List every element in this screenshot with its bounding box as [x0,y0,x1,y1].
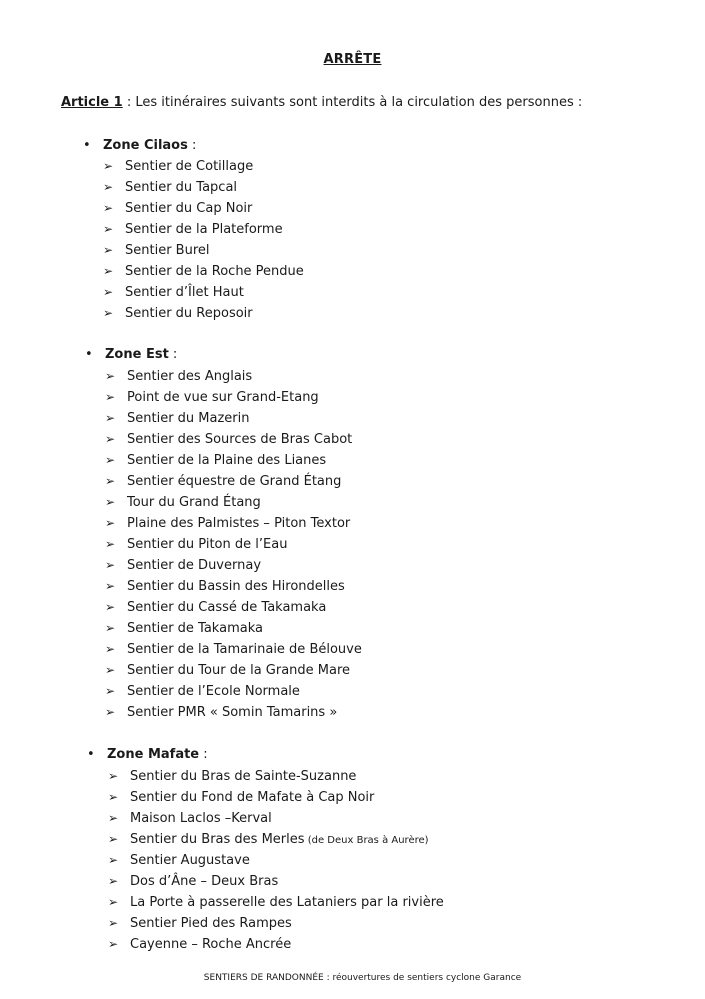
zone-est-list [105,368,362,725]
trail-item [105,641,362,662]
trail-item [108,873,444,894]
trail-name: Sentier du Tapcal [125,180,238,195]
trail-item [108,789,444,810]
trail-name: Sentier PMR « Somin Tamarins » [127,705,338,720]
trail-name: Sentier de la Plateforme [125,222,283,237]
trail-name: Sentier Pied des Rampes [130,916,292,931]
trail-item [103,200,304,221]
trail-item [108,894,444,915]
arrow-bullet-icon: ➢ [105,663,116,677]
arrow-bullet-icon: ➢ [105,579,116,593]
arrow-bullet-icon: ➢ [105,453,116,467]
trail-item [105,683,362,704]
trail-item [103,305,304,326]
arrow-bullet-icon: ➢ [108,937,119,951]
trail-item [105,536,362,557]
arrow-bullet-icon: ➢ [103,159,114,173]
trail-item [105,620,362,641]
trail-name: Sentier du Mazerin [127,411,250,426]
trail-item [103,242,304,263]
document-title: ARRÊTE [323,52,382,67]
trail-name: Sentier des Anglais [127,369,253,384]
arrow-bullet-icon: ➢ [108,895,119,909]
trail-name: Sentier de la Roche Pendue [125,264,304,279]
arrow-bullet-icon: ➢ [105,621,116,635]
trail-item [105,662,362,683]
bullet-icon: • [87,747,95,762]
trail-name: Sentier du Fond de Mafate à Cap Noir [130,790,375,805]
arrow-bullet-icon: ➢ [105,600,116,614]
zone-mafate-list [108,768,444,957]
arrow-bullet-icon: ➢ [108,790,119,804]
trail-item [103,284,304,305]
trail-name: Sentier du Bras des Merles [130,832,305,847]
trail-item [103,158,304,179]
trail-item [108,831,444,852]
page-footer: SENTIERS DE RANDONNÉE : réouvertures de sentiers cyclone Garance [203,973,522,983]
trail-name: Cayenne – Roche Ancrée [130,937,292,952]
arrow-bullet-icon: ➢ [108,853,119,867]
arrow-bullet-icon: ➢ [105,516,116,530]
arrow-bullet-icon: ➢ [105,495,116,509]
trail-item [105,599,362,620]
arrow-bullet-icon: ➢ [103,243,114,257]
trail-name: Maison Laclos –Kerval [130,811,272,826]
arrow-bullet-icon: ➢ [103,306,114,320]
bullet-icon: • [83,138,91,153]
zone-name: Zone Mafate : [107,747,208,762]
trail-item [105,704,362,725]
arrow-bullet-icon: ➢ [103,201,114,215]
trail-name: Sentier du Cap Noir [125,201,253,216]
trail-name: Sentier du Reposoir [125,306,253,321]
arrow-bullet-icon: ➢ [105,390,116,404]
arrow-bullet-icon: ➢ [108,874,119,888]
arrow-bullet-icon: ➢ [105,432,116,446]
trail-name: Sentier équestre de Grand Étang [127,474,342,489]
zone-name: Zone Est : [105,347,178,362]
trail-item [105,494,362,515]
trail-item [108,915,444,936]
trail-name: Sentier du Bras de Sainte-Suzanne [130,769,357,784]
article-label: Article 1 [61,95,123,110]
trail-name: Sentier Augustave [130,853,250,868]
trail-item [108,810,444,831]
trail-name: Sentier de Takamaka [127,621,263,636]
arrow-bullet-icon: ➢ [103,180,114,194]
trail-name: Plaine des Palmistes – Piton Textor [127,516,351,531]
trail-name: La Porte à passerelle des Lataniers par la rivière [130,895,444,910]
trail-name: Sentier du Tour de la Grande Mare [127,663,351,678]
trail-item [105,368,362,389]
article-text: : Les itinéraires suivants sont interdits à la circulation des personnes : [122,95,583,110]
trail-item [103,179,304,200]
bullet-icon: • [85,347,93,362]
trail-item [105,410,362,431]
arrow-bullet-icon: ➢ [105,369,116,383]
arrow-bullet-icon: ➢ [103,285,114,299]
arrow-bullet-icon: ➢ [108,769,119,783]
trail-note: (de Deux Bras à Aurère) [304,835,429,846]
trail-item [108,768,444,789]
trail-name: Tour du Grand Étang [127,495,261,510]
arrow-bullet-icon: ➢ [103,222,114,236]
trail-name: Sentier d’Îlet Haut [125,285,244,300]
arrow-bullet-icon: ➢ [108,811,119,825]
arrow-bullet-icon: ➢ [105,684,116,698]
trail-name: Point de vue sur Grand-Etang [127,390,319,405]
trail-item [105,431,362,452]
arrow-bullet-icon: ➢ [105,537,116,551]
arrow-bullet-icon: ➢ [105,705,116,719]
trail-item [105,473,362,494]
arrow-bullet-icon: ➢ [103,264,114,278]
arrow-bullet-icon: ➢ [105,642,116,656]
trail-name: Sentier des Sources de Bras Cabot [127,432,353,447]
trail-item [103,263,304,284]
trail-item [105,389,362,410]
trail-name: Sentier de Duvernay [127,558,262,573]
arrow-bullet-icon: ➢ [105,558,116,572]
arrow-bullet-icon: ➢ [108,832,119,846]
trail-name: Sentier de l’Ecole Normale [127,684,300,699]
trail-name: Sentier de la Plaine des Lianes [127,453,327,468]
zone-cilaos-list [103,158,304,326]
trail-name: Sentier de la Tamarinaie de Bélouve [127,642,362,657]
trail-item [108,852,444,873]
trail-name: Dos d’Âne – Deux Bras [130,874,279,889]
trail-name: Sentier du Piton de l’Eau [127,537,288,552]
trail-item [103,221,304,242]
trail-name: Sentier de Cotillage [125,159,254,174]
arrow-bullet-icon: ➢ [108,916,119,930]
trail-item [105,578,362,599]
trail-item [108,936,444,957]
trail-name: Sentier du Cassé de Takamaka [127,600,327,615]
trail-item [105,452,362,473]
arrow-bullet-icon: ➢ [105,474,116,488]
trail-item [105,515,362,536]
zone-name: Zone Cilaos : [103,138,197,153]
trail-item [105,557,362,578]
arrow-bullet-icon: ➢ [105,411,116,425]
trail-name: Sentier du Bassin des Hirondelles [127,579,345,594]
trail-name: Sentier Burel [125,243,210,258]
article-1 [61,95,582,110]
